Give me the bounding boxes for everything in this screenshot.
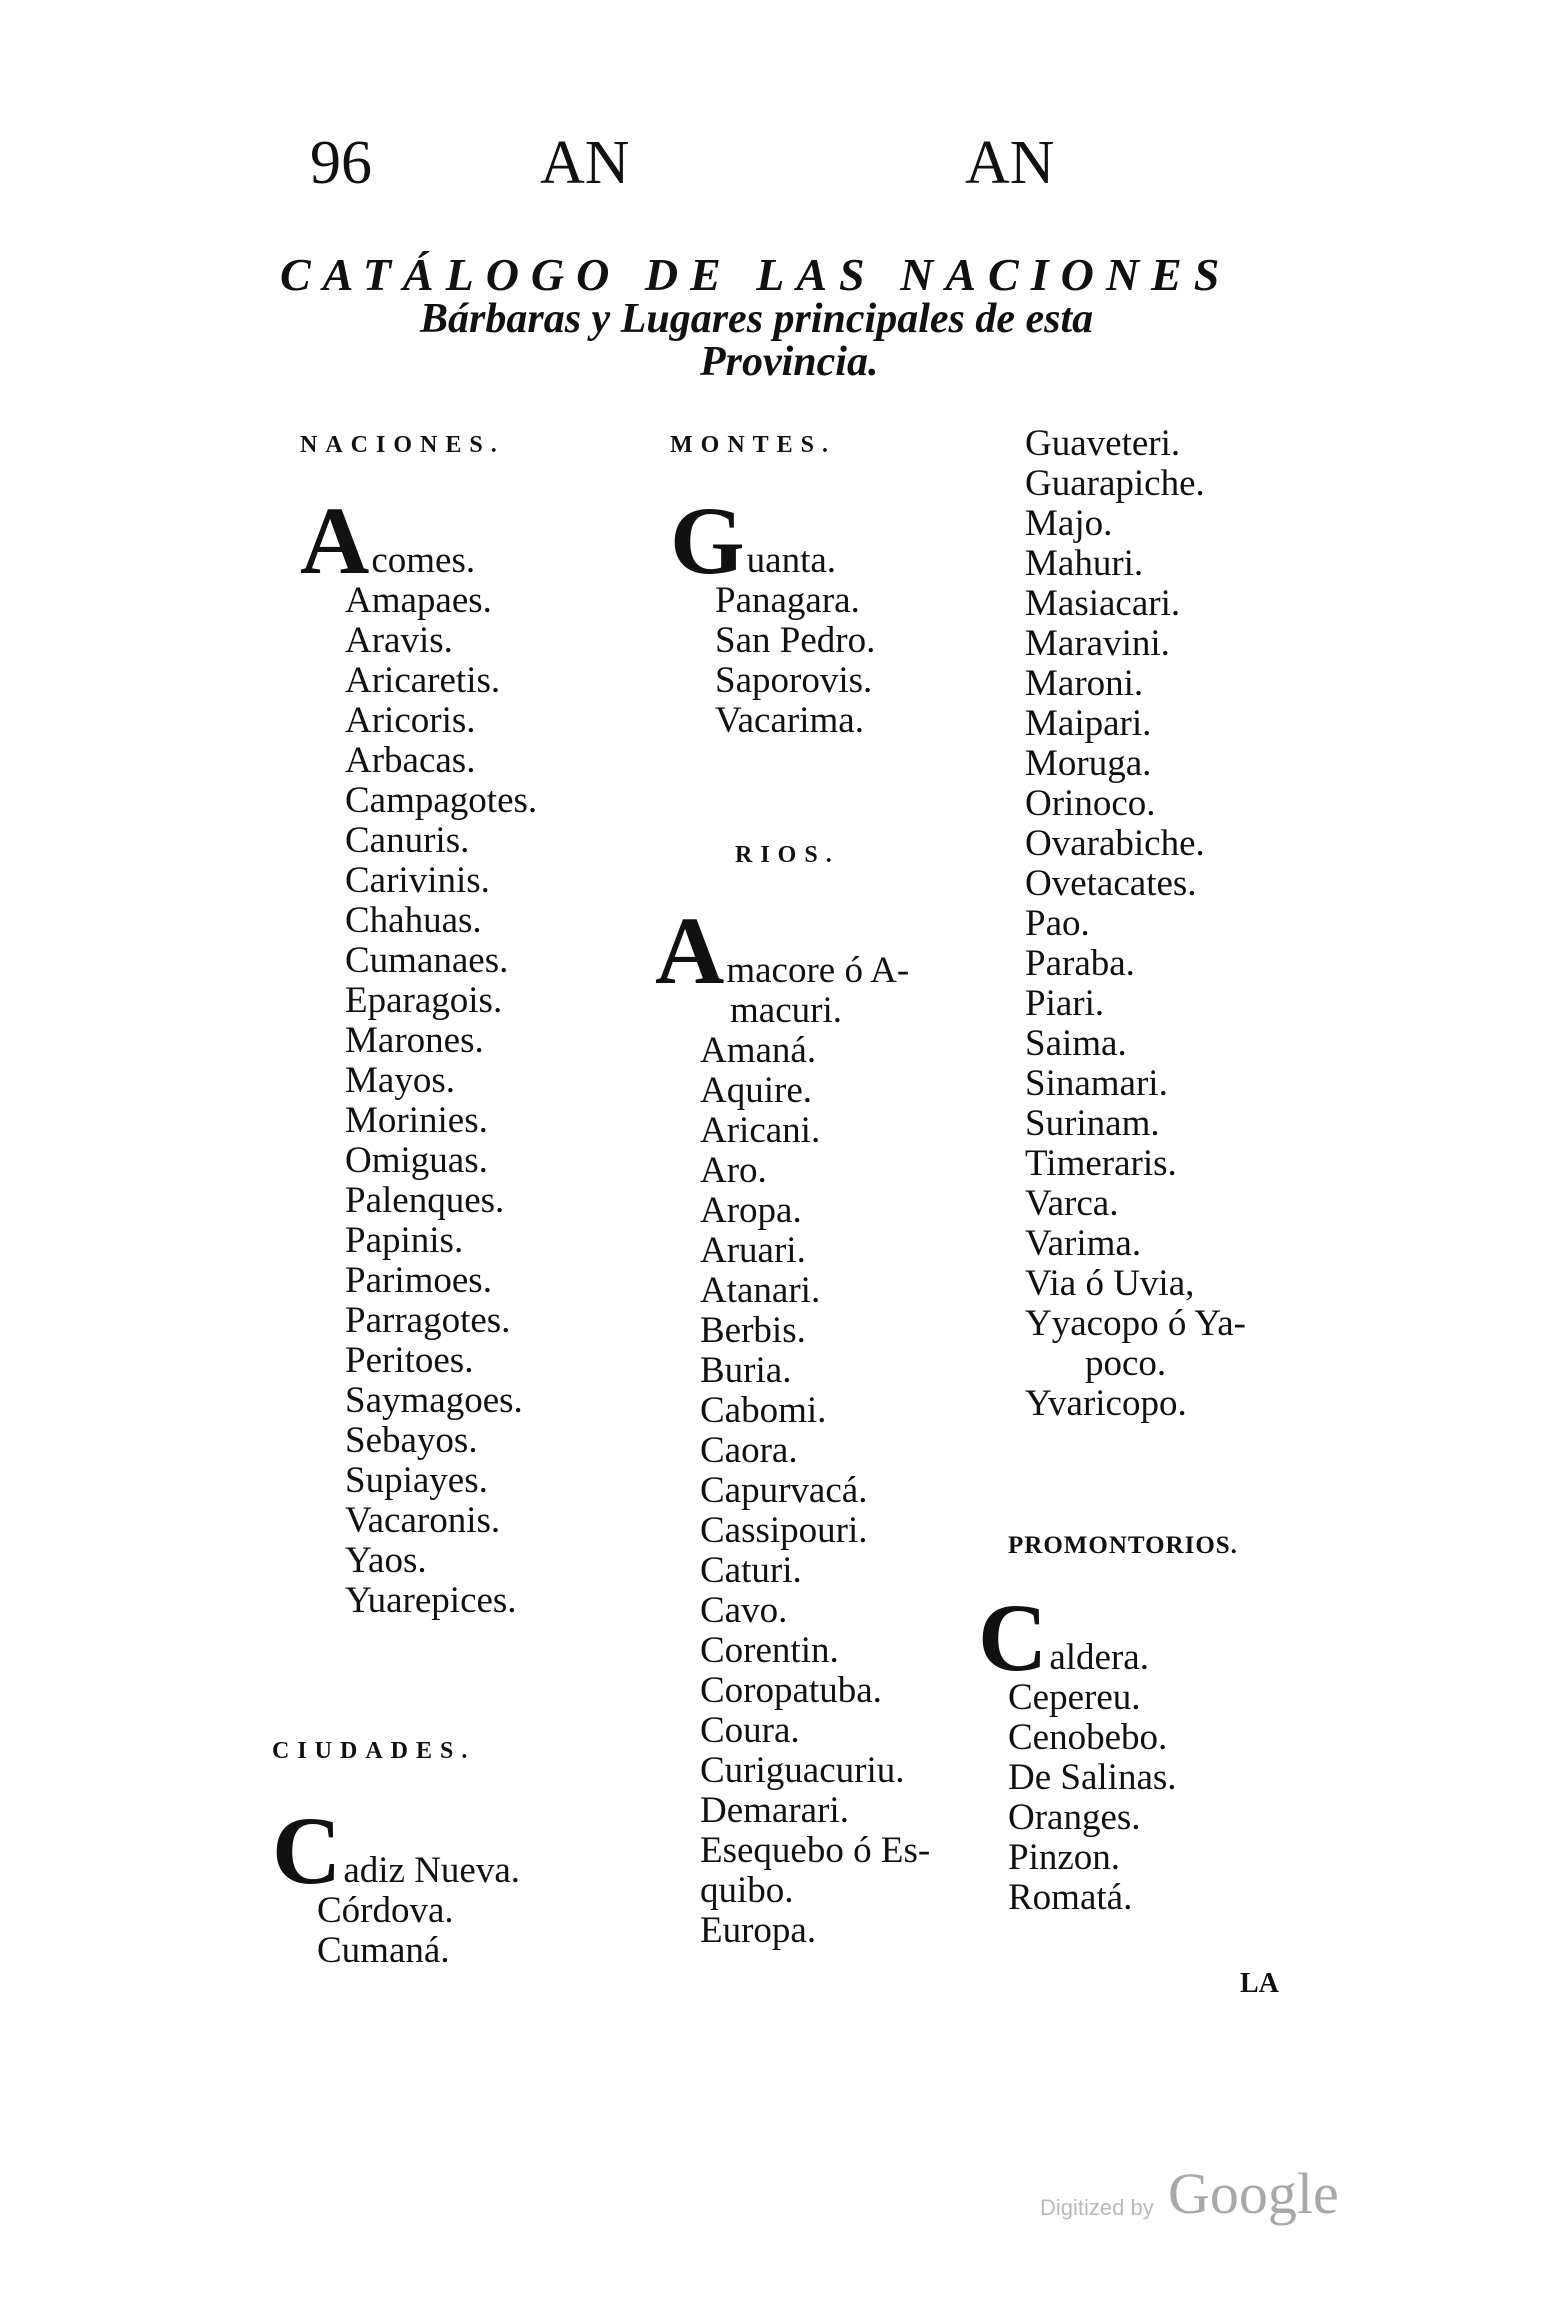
drop-cap: G: [670, 487, 745, 594]
list-item: Aricoris.: [345, 700, 476, 741]
list-item: Arbacas.: [345, 740, 476, 781]
list-item: Peritoes.: [345, 1340, 474, 1381]
list-item: Masiacari.: [1025, 583, 1181, 624]
list-item: Campagotes.: [345, 780, 538, 821]
list-item: Aricani.: [700, 1110, 821, 1151]
list-item: De Salinas.: [1008, 1757, 1177, 1798]
rios-list: [655, 991, 930, 1951]
list-item: Paraba.: [1025, 943, 1135, 984]
list-item: Romatá.: [1008, 1877, 1133, 1918]
rios-heading: RIOS.: [735, 842, 840, 868]
list-item: Saymagoes.: [345, 1380, 523, 1421]
list-item: Cumanaes.: [345, 940, 509, 981]
list-item: poco.: [1085, 1343, 1167, 1384]
montes-first-entry: [670, 487, 875, 594]
list-item: Yyacopo ó Ya-: [1025, 1303, 1246, 1344]
list-item: Varima.: [1025, 1223, 1142, 1264]
entry-text: aldera.: [1049, 1637, 1149, 1678]
montes-heading: MONTES.: [670, 432, 837, 458]
list-item: Guaveteri.: [1025, 423, 1181, 464]
list-item: Atanari.: [700, 1270, 821, 1311]
list-item: Oranges.: [1008, 1797, 1141, 1838]
running-head-left: AN: [540, 129, 630, 197]
list-item: Cenobebo.: [1008, 1717, 1168, 1758]
title-line-3: Provincia.: [700, 339, 879, 385]
list-item: Parimoes.: [345, 1260, 492, 1301]
list-item: Cabomi.: [700, 1390, 827, 1431]
list-item: Coropatuba.: [700, 1670, 882, 1711]
list-item: Yvaricopo.: [1025, 1383, 1187, 1424]
list-item: Caora.: [700, 1430, 798, 1471]
naciones-heading: NACIONES.: [300, 432, 505, 458]
list-item: Marones.: [345, 1020, 484, 1061]
promontorios-first-entry: [978, 1584, 1238, 1691]
list-item: Canuris.: [345, 820, 470, 861]
list-item: Europa.: [700, 1910, 817, 1951]
list-item: Piari.: [1025, 983, 1105, 1024]
list-item: Demarari.: [700, 1790, 849, 1831]
list-item: Aro.: [700, 1150, 767, 1191]
list-item: Aropa.: [700, 1190, 802, 1231]
list-item: Buria.: [700, 1350, 792, 1391]
list-item: Pinzon.: [1008, 1837, 1121, 1878]
entry-text: comes.: [371, 540, 476, 581]
rios-section: [655, 842, 930, 1951]
promontorios-list: [1008, 1678, 1238, 1918]
list-item: Majo.: [1025, 503, 1113, 544]
list-item: quibo.: [700, 1870, 794, 1911]
entry-text: macore ó A-: [726, 950, 910, 991]
list-item: Aruari.: [700, 1230, 806, 1271]
list-item: Timeraris.: [1025, 1143, 1177, 1184]
list-item: Saporovis.: [715, 660, 873, 701]
drop-cap: A: [655, 897, 725, 1004]
list-item: Cumaná.: [317, 1930, 450, 1971]
list-item: Papinis.: [345, 1220, 464, 1261]
list-item: Mayos.: [345, 1060, 455, 1101]
list-item: Cavo.: [700, 1590, 788, 1631]
running-head-right: AN: [965, 129, 1055, 197]
list-item: Aricaretis.: [345, 660, 501, 701]
naciones-list: [300, 581, 537, 1621]
list-item: Caturi.: [700, 1550, 802, 1591]
list-item: Palenques.: [345, 1180, 505, 1221]
list-item: Curiguacuriu.: [700, 1750, 905, 1791]
list-item: Morinies.: [345, 1100, 488, 1141]
promontorios-heading: PROMONTORIOS.: [1008, 1532, 1238, 1559]
list-item: Maroni.: [1025, 663, 1144, 704]
entry-text: adiz Nueva.: [343, 1850, 521, 1891]
title-line-1: CATÁLOGO DE LAS NACIONES: [280, 249, 1232, 300]
list-item: Ovarabiche.: [1025, 823, 1205, 864]
promontorios-section: [978, 1532, 1238, 1918]
list-item: Berbis.: [700, 1310, 806, 1351]
list-item: Parragotes.: [345, 1300, 511, 1341]
page-number: 96: [310, 129, 372, 197]
drop-cap: C: [272, 1797, 342, 1904]
list-item: Via ó Uvia,: [1025, 1263, 1195, 1304]
list-item: Corentin.: [700, 1630, 839, 1671]
drop-cap: C: [978, 1584, 1048, 1691]
montes-list: [670, 581, 875, 741]
list-item: Eparagois.: [345, 980, 503, 1021]
list-item: Aravis.: [345, 620, 453, 661]
list-item: Esequebo ó Es-: [700, 1830, 931, 1871]
google-logo: Google: [1168, 2161, 1339, 2226]
rios-continued-list: [1025, 424, 1246, 1424]
list-item: macuri.: [730, 990, 842, 1031]
list-item: Pao.: [1025, 903, 1090, 944]
digitized-label: Digitized by: [1040, 2195, 1154, 2220]
ciudades-heading: CIUDADES.: [272, 1738, 476, 1764]
naciones-first-entry: [300, 487, 537, 594]
list-item: Guarapiche.: [1025, 463, 1205, 504]
list-item: Yuarepices.: [345, 1580, 517, 1621]
list-item: Saima.: [1025, 1023, 1127, 1064]
title-line-2: Bárbaras y Lugares principales de esta: [420, 296, 1094, 342]
list-item: Orinoco.: [1025, 783, 1156, 824]
list-item: Carivinis.: [345, 860, 490, 901]
list-item: Amaná.: [700, 1030, 817, 1071]
list-item: Coura.: [700, 1710, 800, 1751]
list-item: Sinamari.: [1025, 1063, 1168, 1104]
list-item: Varca.: [1025, 1183, 1119, 1224]
ciudades-section: [272, 1738, 520, 1971]
list-item: Capurvacá.: [700, 1470, 868, 1511]
list-item: Cassipouri.: [700, 1510, 868, 1551]
list-item: Maravini.: [1025, 623, 1170, 664]
list-item: Aquire.: [700, 1070, 812, 1111]
list-item: Ovetacates.: [1025, 863, 1197, 904]
list-item: Maipari.: [1025, 703, 1152, 744]
list-item: Sebayos.: [345, 1420, 478, 1461]
list-item: Yaos.: [345, 1540, 427, 1581]
list-item: Supiayes.: [345, 1460, 488, 1501]
drop-cap: A: [300, 487, 370, 594]
list-item: Vacarima.: [715, 700, 864, 741]
list-item: Omiguas.: [345, 1140, 488, 1181]
rios-continued-section: [1025, 424, 1246, 1424]
montes-section: [670, 432, 875, 741]
list-item: Amapaes.: [345, 580, 492, 621]
list-item: Chahuas.: [345, 900, 482, 941]
naciones-section: [300, 432, 537, 1621]
entry-text: uanta.: [746, 540, 837, 581]
list-item: Vacaronis.: [345, 1500, 501, 1541]
list-item: Mahuri.: [1025, 543, 1144, 584]
list-item: Moruga.: [1025, 743, 1152, 784]
ciudades-first-entry: [272, 1797, 521, 1904]
list-item: Panagara.: [715, 580, 860, 621]
list-item: Surinam.: [1025, 1103, 1160, 1144]
list-item: San Pedro.: [715, 620, 876, 661]
catchword: LA: [1240, 1968, 1279, 1999]
rios-first-entry: [655, 897, 930, 1004]
list-item: Córdova.: [317, 1890, 454, 1931]
list-item: Cepereu.: [1008, 1677, 1141, 1718]
